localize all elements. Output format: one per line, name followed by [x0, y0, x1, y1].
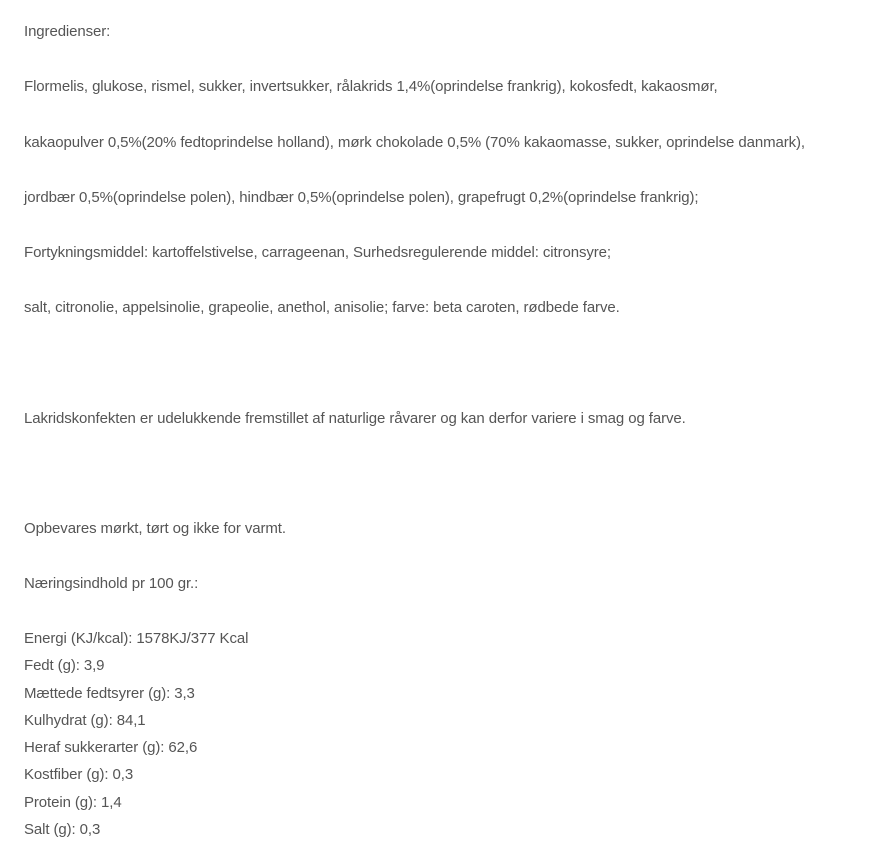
nutrition-heading: Næringsindhold pr 100 gr.: [24, 575, 199, 592]
nutrition-item: Mættede fedtsyrer (g): 3,3 [24, 685, 195, 702]
nutrition-item: Kulhydrat (g): 84,1 [24, 712, 146, 729]
nutrition-item: Salt (g): 0,3 [24, 821, 101, 838]
ingredients-line: jordbær 0,5%(oprindelse polen), hindbær 0,5%(oprindelse polen), grapefrugt 0,2%(oprindelse frankrig); [24, 189, 699, 206]
ingredients-line: kakaopulver 0,5%(20% fedtoprindelse holland), mørk chokolade 0,5% (70% kakaomasse, sukker, oprindelse danmark), [24, 134, 805, 151]
nutrition-item: Kostfiber (g): 0,3 [24, 766, 134, 783]
nutrition-item: Heraf sukkerarter (g): 62,6 [24, 739, 198, 756]
ingredients-line: Fortykningsmiddel: kartoffelstivelse, carrageenan, Surhedsregulerende middel: citronsyre; [24, 244, 611, 261]
ingredients-line: salt, citronolie, appelsinolie, grapeolie, anethol, anisolie; farve: beta caroten, rødbede farve. [24, 299, 620, 316]
ingredients-heading: Ingredienser: [24, 23, 111, 40]
storage-instructions: Opbevares mørkt, tørt og ikke for varmt. [24, 520, 286, 537]
nutrition-item: Fedt (g): 3,9 [24, 657, 105, 674]
natural-ingredients-note: Lakridskonfekten er udelukkende fremstillet af naturlige råvarer og kan derfor variere i smag og farve. [24, 410, 686, 427]
nutrition-item: Protein (g): 1,4 [24, 794, 122, 811]
ingredients-line: Flormelis, glukose, rismel, sukker, invertsukker, rålakrids 1,4%(oprindelse frankrig), kokosfedt, kakaosmør, [24, 78, 718, 95]
nutrition-item: Energi (KJ/kcal): 1578KJ/377 Kcal [24, 630, 249, 647]
